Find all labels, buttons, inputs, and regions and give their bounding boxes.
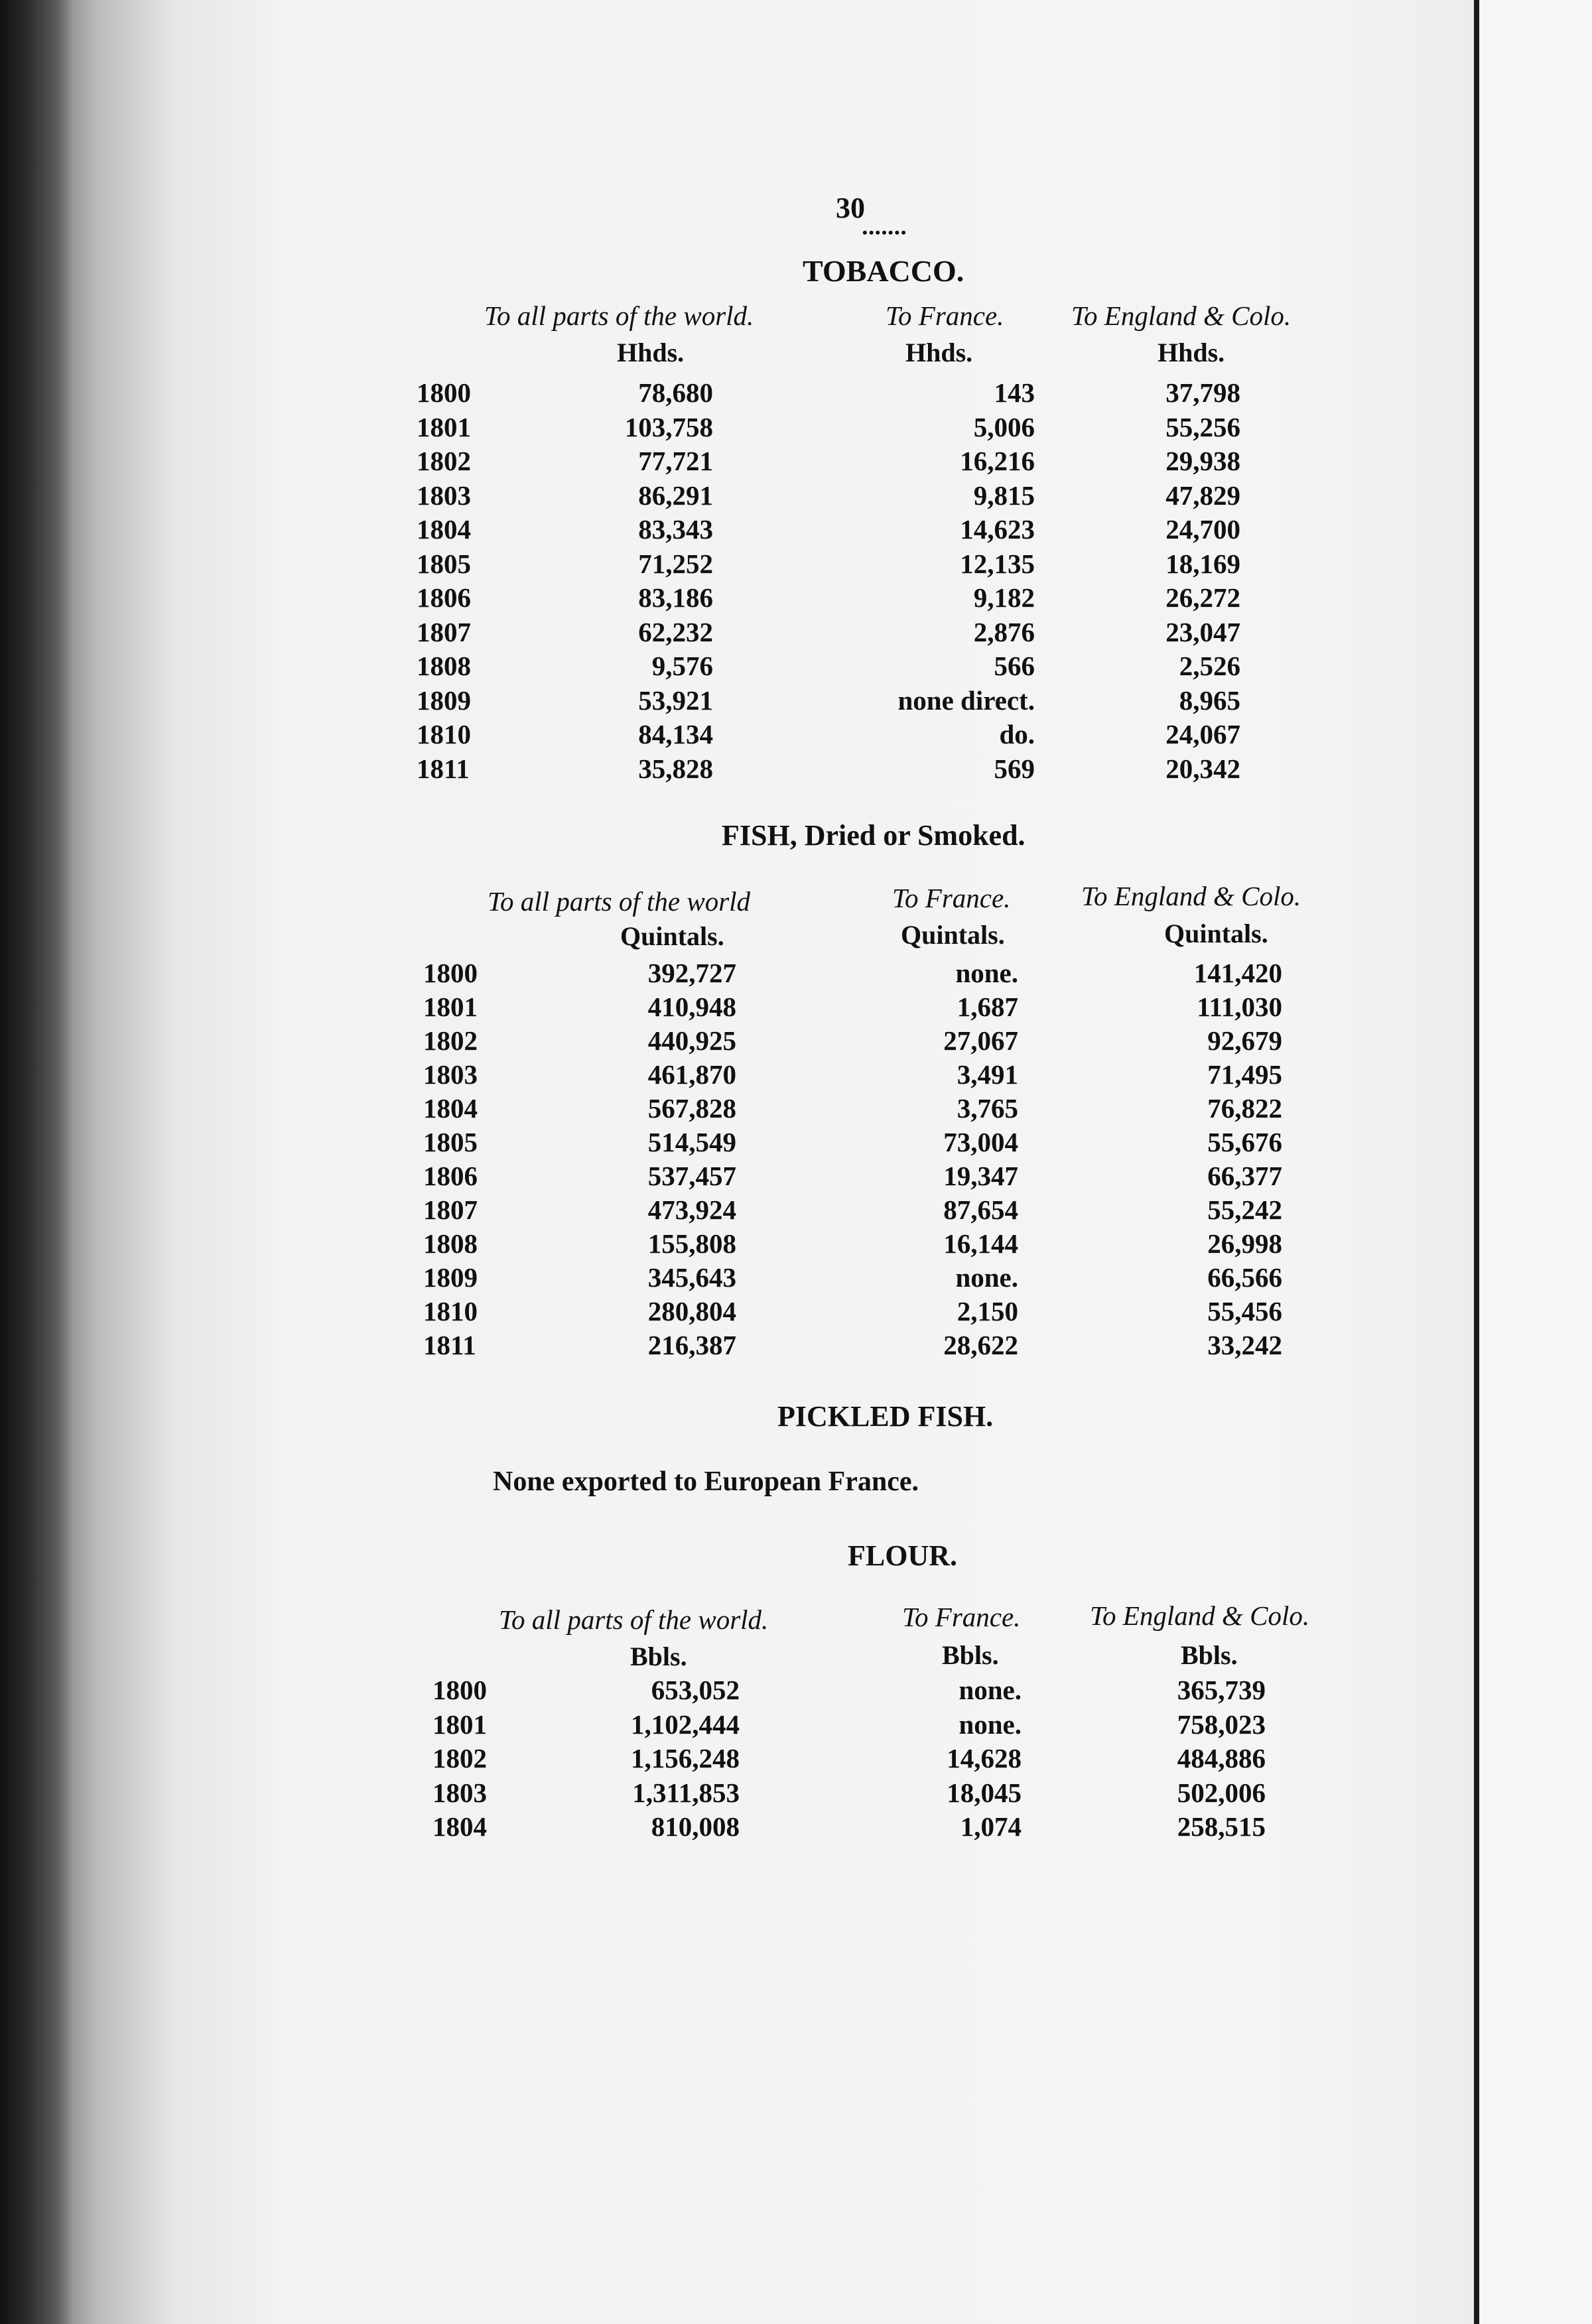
tobacco-unit-england: Hhds. xyxy=(1158,338,1225,367)
table-cell-england: 92,679 xyxy=(1207,1025,1282,1056)
table-cell-france: 3,491 xyxy=(957,1059,1018,1090)
table-cell-england: 365,739 xyxy=(1177,1675,1266,1705)
table-cell-england: 758,023 xyxy=(1177,1709,1266,1740)
table-cell-england: 55,256 xyxy=(1165,411,1240,442)
table-cell-year: 1806 xyxy=(417,582,471,613)
table-cell-france: none. xyxy=(955,958,1018,988)
table-cell-year: 1809 xyxy=(417,684,471,716)
table-cell-france: 14,623 xyxy=(960,514,1035,545)
table-cell-france: 87,654 xyxy=(943,1194,1018,1225)
table-cell-england: 8,965 xyxy=(1179,684,1240,716)
tobacco-title: TOBACCO. xyxy=(803,254,964,288)
table-cell-france: 1,074 xyxy=(960,1811,1022,1842)
table-cell-world: 77,721 xyxy=(638,446,713,476)
pickled-fish-note: None exported to European France. xyxy=(493,1466,919,1497)
table-cell-world: 83,343 xyxy=(638,514,713,545)
table-cell-year: 1801 xyxy=(417,411,471,442)
table-cell-year: 1811 xyxy=(417,753,470,784)
table-cell-world: 83,186 xyxy=(638,582,713,613)
table-cell-france: 143 xyxy=(994,377,1035,408)
tobacco-header-france: To France. xyxy=(886,300,1004,331)
table-cell-england: 33,242 xyxy=(1207,1330,1282,1360)
table-cell-year: 1806 xyxy=(423,1161,478,1191)
table-cell-year: 1802 xyxy=(432,1743,487,1774)
table-cell-france: 16,144 xyxy=(943,1228,1018,1259)
table-cell-england: 66,566 xyxy=(1207,1262,1282,1293)
table-cell-world: 392,727 xyxy=(647,958,736,988)
book-spine-shadow xyxy=(0,0,73,2324)
table-cell-year: 1808 xyxy=(423,1228,478,1259)
table-cell-france: 27,067 xyxy=(943,1025,1018,1056)
table-cell-year: 1801 xyxy=(432,1709,487,1740)
table-cell-england: 2,526 xyxy=(1179,651,1240,681)
table-cell-world: 810,008 xyxy=(651,1811,740,1842)
table-cell-year: 1801 xyxy=(423,992,478,1022)
table-cell-england: 37,798 xyxy=(1165,377,1240,408)
table-cell-world: 280,804 xyxy=(647,1296,736,1326)
table-cell-year: 1807 xyxy=(423,1194,478,1225)
table-cell-year: 1807 xyxy=(417,616,471,647)
page-edge-border xyxy=(1474,0,1479,2324)
tobacco-unit-france: Hhds. xyxy=(905,338,973,367)
table-cell-england: 502,006 xyxy=(1177,1777,1266,1808)
table-cell-year: 1804 xyxy=(423,1093,478,1124)
table-cell-france: 3,765 xyxy=(957,1093,1018,1124)
table-cell-france: 566 xyxy=(994,651,1035,681)
table-cell-france: 2,876 xyxy=(973,616,1035,647)
table-cell-england: 24,700 xyxy=(1165,514,1240,545)
table-cell-france: 5,006 xyxy=(973,411,1035,442)
table-cell-year: 1803 xyxy=(432,1777,487,1808)
table-cell-world: 103,758 xyxy=(624,411,713,442)
flour-unit-france: Bbls. xyxy=(942,1640,999,1670)
table-cell-world: 86,291 xyxy=(638,480,713,511)
table-cell-england: 26,272 xyxy=(1165,582,1240,613)
tobacco-header-england: To England & Colo. xyxy=(1071,300,1292,331)
fish-unit-england: Quintals. xyxy=(1164,919,1268,948)
table-cell-england: 23,047 xyxy=(1165,616,1240,647)
fish-unit-france: Quintals. xyxy=(901,920,1005,950)
fish-header-france: To France. xyxy=(892,883,1011,913)
table-cell-england: 66,377 xyxy=(1207,1161,1282,1191)
table-cell-france: 1,687 xyxy=(957,992,1018,1022)
table-cell-france: 569 xyxy=(994,753,1035,784)
table-cell-france: do. xyxy=(999,719,1035,749)
table-cell-france: 18,045 xyxy=(947,1777,1022,1808)
table-cell-england: 47,829 xyxy=(1165,480,1240,511)
table-cell-year: 1810 xyxy=(423,1296,478,1326)
table-cell-world: 216,387 xyxy=(647,1330,736,1360)
table-cell-england: 141,420 xyxy=(1193,958,1282,988)
table-cell-england: 55,676 xyxy=(1207,1127,1282,1157)
flour-unit-england: Bbls. xyxy=(1181,1640,1238,1670)
table-cell-france: 14,628 xyxy=(947,1743,1022,1774)
table-cell-england: 71,495 xyxy=(1207,1059,1282,1090)
table-cell-france: none. xyxy=(959,1709,1022,1740)
flour-title: FLOUR. xyxy=(848,1539,957,1572)
table-cell-france: none. xyxy=(959,1675,1022,1705)
table-cell-year: 1805 xyxy=(417,548,471,579)
table-cell-world: 155,808 xyxy=(647,1228,736,1259)
table-cell-england: 20,342 xyxy=(1165,753,1240,784)
table-cell-year: 1802 xyxy=(417,446,471,476)
table-cell-england: 26,998 xyxy=(1207,1228,1282,1259)
table-cell-world: 440,925 xyxy=(647,1025,736,1056)
table-cell-world: 9,576 xyxy=(651,651,713,681)
table-cell-year: 1811 xyxy=(423,1330,476,1360)
fish-header-england: To England & Colo. xyxy=(1081,881,1301,911)
table-cell-france: 2,150 xyxy=(957,1296,1018,1326)
table-cell-france: 16,216 xyxy=(960,446,1035,476)
table-cell-world: 78,680 xyxy=(638,377,713,408)
fish-header-world: To all parts of the world xyxy=(488,886,751,917)
table-cell-england: 111,030 xyxy=(1197,992,1282,1022)
table-cell-world: 514,549 xyxy=(647,1127,736,1157)
table-cell-year: 1802 xyxy=(423,1025,478,1056)
table-cell-year: 1800 xyxy=(417,377,471,408)
table-cell-world: 567,828 xyxy=(647,1093,736,1124)
table-cell-year: 1810 xyxy=(417,719,471,749)
table-cell-world: 537,457 xyxy=(647,1161,736,1191)
flour-header-world: To all parts of the world. xyxy=(499,1604,769,1635)
table-cell-france: 28,622 xyxy=(943,1330,1018,1360)
fish-dried-title: FISH, Dried or Smoked. xyxy=(722,819,1026,852)
table-cell-world: 461,870 xyxy=(647,1059,736,1090)
tobacco-header-world: To all parts of the world. xyxy=(484,300,754,331)
table-cell-year: 1809 xyxy=(423,1262,478,1293)
table-cell-world: 1,102,444 xyxy=(631,1709,740,1740)
table-cell-france: 12,135 xyxy=(960,548,1035,579)
flour-header-france: To France. xyxy=(902,1602,1021,1632)
table-cell-year: 1803 xyxy=(417,480,471,511)
table-cell-world: 653,052 xyxy=(651,1675,740,1705)
table-cell-france: none direct. xyxy=(897,684,1035,716)
pickled-fish-title: PICKLED FISH. xyxy=(777,1400,994,1433)
table-cell-year: 1804 xyxy=(417,514,471,545)
table-cell-france: 73,004 xyxy=(943,1127,1018,1157)
table-cell-world: 410,948 xyxy=(647,992,736,1022)
table-cell-year: 1808 xyxy=(417,651,471,681)
page-right-margin xyxy=(1479,0,1592,2324)
table-cell-year: 1804 xyxy=(432,1811,487,1842)
table-cell-england: 484,886 xyxy=(1177,1743,1266,1774)
table-cell-england: 18,169 xyxy=(1165,548,1240,579)
table-cell-year: 1800 xyxy=(432,1675,487,1705)
flour-unit-world: Bbls. xyxy=(630,1642,687,1671)
table-cell-year: 1800 xyxy=(423,958,478,988)
table-cell-world: 1,311,853 xyxy=(632,1777,740,1808)
table-cell-world: 71,252 xyxy=(638,548,713,579)
table-cell-england: 76,822 xyxy=(1207,1093,1282,1124)
page-number: 30 xyxy=(836,192,865,224)
tobacco-unit-world: Hhds. xyxy=(617,338,685,367)
table-cell-france: none. xyxy=(955,1262,1018,1293)
table-cell-england: 55,456 xyxy=(1207,1296,1282,1326)
table-cell-world: 345,643 xyxy=(647,1262,736,1293)
table-cell-world: 62,232 xyxy=(638,616,713,647)
page-number-ornament: ••••••• xyxy=(862,224,907,241)
table-cell-england: 29,938 xyxy=(1165,446,1240,476)
table-cell-world: 53,921 xyxy=(638,684,713,716)
flour-header-england: To England & Colo. xyxy=(1090,1600,1310,1631)
table-cell-year: 1803 xyxy=(423,1059,478,1090)
fish-unit-world: Quintals. xyxy=(620,921,724,951)
table-cell-france: 19,347 xyxy=(943,1161,1018,1191)
table-cell-england: 24,067 xyxy=(1165,719,1240,749)
table-cell-world: 84,134 xyxy=(638,719,713,749)
table-cell-france: 9,815 xyxy=(973,480,1035,511)
table-cell-world: 473,924 xyxy=(647,1194,736,1225)
table-cell-year: 1805 xyxy=(423,1127,478,1157)
table-cell-france: 9,182 xyxy=(973,582,1035,613)
table-cell-england: 55,242 xyxy=(1207,1194,1282,1225)
table-cell-world: 35,828 xyxy=(638,753,713,784)
table-cell-world: 1,156,248 xyxy=(631,1743,740,1774)
table-cell-england: 258,515 xyxy=(1177,1811,1266,1842)
